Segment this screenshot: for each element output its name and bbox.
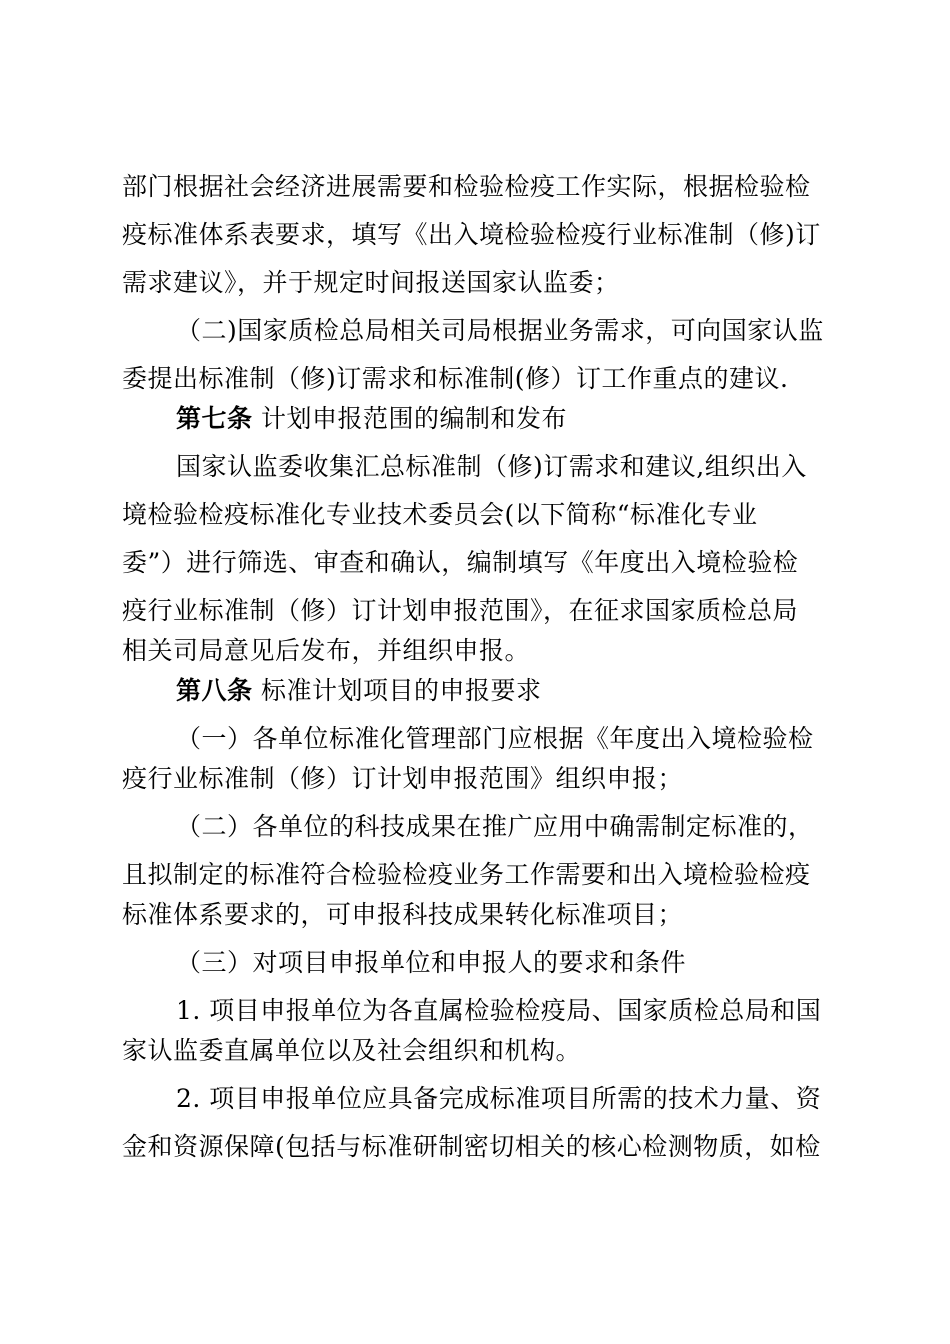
paragraph-line: （三）对项目申报单位和申报人的要求和条件 (176, 948, 687, 977)
paragraph-line: 金和资源保障(包括与标准研制密切相关的核心检测物质，如检 (122, 1132, 821, 1161)
article-8-label: 第八条 (176, 676, 253, 705)
paragraph-line: （二）各单位的科技成果在推广应用中确需制定标准的， (176, 812, 814, 841)
paragraph-line: 疫行业标准制（修）订计划申报范围》，在征求国家质检总局 (122, 596, 799, 625)
paragraph-line: 疫标准体系表要求，填写《出入境检验检疫行业标准制（修)订 (122, 220, 821, 249)
paragraph-line: 境检验检疫标准化专业技术委员会(以下简称“标准化专业 (122, 500, 758, 529)
paragraph-line: 1. 项目申报单位为各直属检验检疫局、国家质检总局和国 (176, 996, 822, 1025)
paragraph-line: 相关司局意见后发布，并组织申报。 (122, 636, 531, 665)
paragraph-line: （一）各单位标准化管理部门应根据《年度出入境检验检 (176, 724, 814, 753)
article-7-heading (176, 400, 567, 438)
paragraph-line: 需求建议》，并于规定时间报送国家认监委； (122, 268, 620, 297)
paragraph-line: 委提出标准制（修)订需求和标准制(修）订工作重点的建议. (122, 364, 789, 393)
paragraph-line: 标准体系要求的，可申报科技成果转化标准项目； (122, 900, 684, 929)
paragraph-line: 2. 项目申报单位应具备完成标准项目所需的技术力量、资 (176, 1084, 822, 1113)
paragraph-line: 部门根据社会经济进展需要和检验检疫工作实际，根据检验检 (122, 172, 811, 201)
article-8-heading (176, 672, 541, 710)
article-7-label: 第七条 (176, 404, 253, 433)
paragraph-line: 且拟制定的标准符合检验检疫业务工作需要和出入境检验检疫 (122, 860, 811, 889)
article-8-title: 标准计划项目的申报要求 (260, 676, 542, 705)
paragraph-line: 国家认监委收集汇总标准制（修)订需求和建议,组织出入 (176, 452, 807, 481)
paragraph-line: 家认监委直属单位以及社会组织和机构。 (122, 1036, 582, 1065)
paragraph-line: （二)国家质检总局相关司局根据业务需求，可向国家认监 (176, 316, 824, 345)
paragraph-line: 委”）进行筛选、审查和确认，编制填写《年度出入境检验检 (122, 548, 799, 577)
paragraph-line: 疫行业标准制（修）订计划申报范围》组织申报； (122, 764, 684, 793)
article-7-title: 计划申报范围的编制和发布 (260, 404, 567, 433)
